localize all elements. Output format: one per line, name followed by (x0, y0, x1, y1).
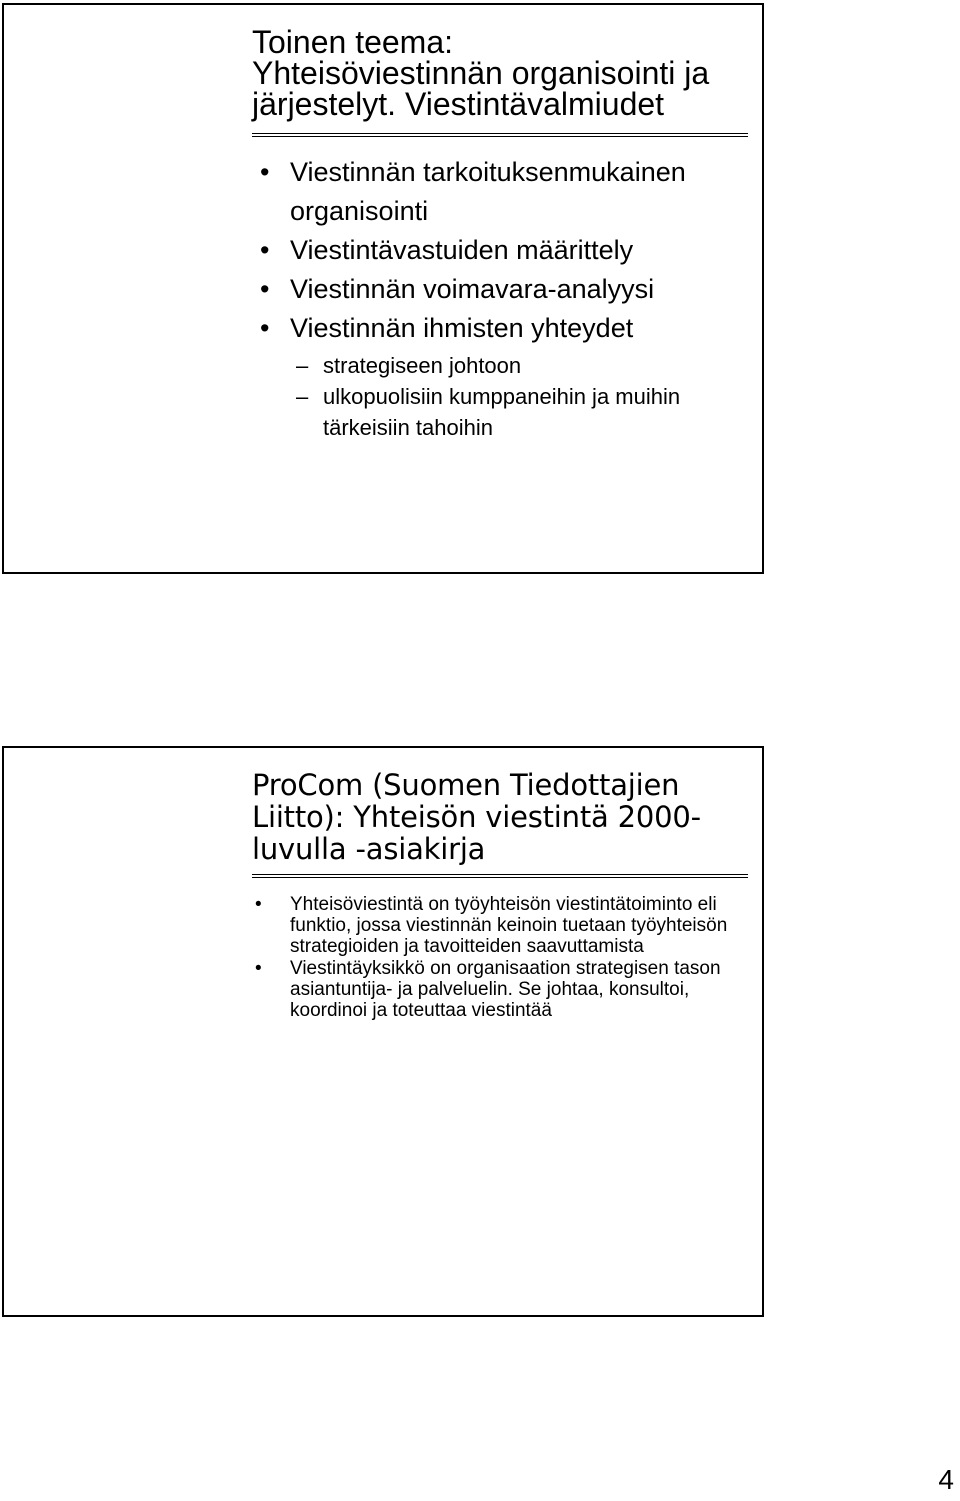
bullet-icon: • (255, 958, 262, 979)
slide-2 (2, 746, 764, 1317)
bullet-text: Yhteisöviestintä on työyhteisön viestintätoiminto eli funktio, jossa viestinnän keinoin tuetaan työyhteisön strategioiden ja tavoitteiden saavuttamista (290, 894, 728, 957)
sub-bullet-list (290, 350, 732, 443)
list-item (252, 894, 732, 957)
bullet-icon: • (260, 235, 270, 265)
slide-title: ProCom (Suomen Tiedottajien Liitto): Yhteisön viestintä 2000- luvulla -asiakirja (252, 768, 701, 866)
sub-list-item (290, 381, 732, 443)
bullet-text: Viestintävastuiden määrittely (290, 235, 634, 265)
sub-list-item (290, 350, 732, 381)
list-item (252, 231, 732, 270)
bullet-icon: • (260, 157, 270, 187)
list-item (252, 153, 732, 231)
bullet-text: Viestintäyksikkö on organisaation strategisen tason asiantuntija- ja palveluelin. Se johtaa, konsultoi, koordinoi ja toteuttaa viestintää (290, 958, 721, 1021)
bullet-text: Viestinnän ihmisten yhteydet (290, 313, 634, 343)
bullet-text: Viestinnän tarkoituksenmukainen organisointi (290, 157, 686, 226)
title-divider (252, 874, 748, 878)
bullet-list (252, 894, 732, 1022)
sub-bullet-text: strategiseen johtoon (323, 353, 522, 378)
slide-1 (2, 3, 764, 574)
bullet-text: Viestinnän voimavara-analyysi (290, 274, 655, 304)
bullet-icon: • (260, 313, 270, 343)
list-item (252, 958, 732, 1021)
title-divider (252, 133, 748, 137)
bullet-icon: • (260, 274, 270, 304)
sub-bullet-text: ulkopuolisiin kumppaneihin ja muihin tärkeisiin tahoihin (323, 384, 681, 440)
slide-title: Toinen teema: Yhteisöviestinnän organisointi ja järjestelyt. Viestintävalmiudet (252, 24, 710, 122)
bullet-list (252, 153, 732, 443)
dash-icon: – (296, 384, 309, 409)
page-number: 4 (938, 1464, 954, 1495)
list-item (252, 309, 732, 443)
list-item (252, 270, 732, 309)
bullet-icon: • (255, 894, 262, 915)
dash-icon: – (296, 353, 309, 378)
